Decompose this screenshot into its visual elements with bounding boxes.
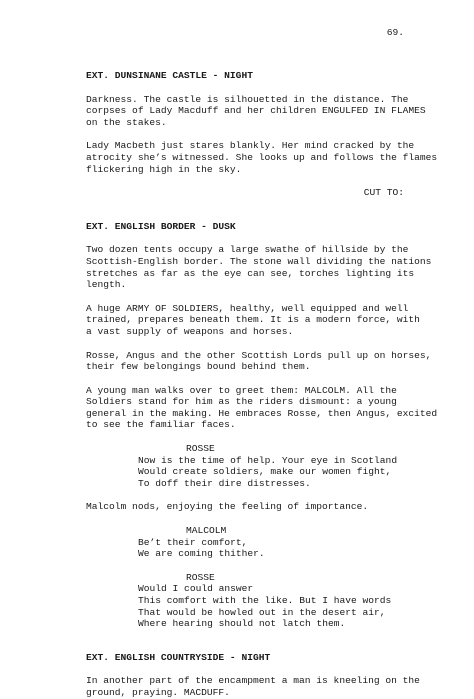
action-block bbox=[86, 675, 420, 698]
action-line: A huge ARMY OF SOLDIERS, healthy, well equipped and well bbox=[86, 302, 409, 314]
action-line: stretches as far as the eye can see, torches lighting its bbox=[86, 267, 415, 279]
action-line: Rosse, Angus and the other Scottish Lords pull up on horses, bbox=[86, 349, 432, 361]
action-line: Malcolm nods, enjoying the feeling of importance. bbox=[86, 501, 369, 513]
action-line: Lady Macbeth just stares blankly. Her mind cracked by the bbox=[86, 140, 415, 152]
action-line: In another part of the encampment a man is kneeling on the bbox=[86, 675, 420, 687]
dialogue-block bbox=[86, 443, 416, 489]
dialogue-line: To doff their dire distresses. bbox=[138, 477, 311, 489]
dialogue-line: Would create soldiers, make our women fight, bbox=[138, 466, 392, 478]
action-line: atrocity she’s witnessed. She looks up and follows the flames bbox=[86, 151, 438, 163]
action-line: flickering high in the sky. bbox=[86, 163, 242, 175]
script-body bbox=[86, 70, 438, 699]
action-block bbox=[86, 349, 432, 373]
page-number: 69. bbox=[386, 27, 404, 38]
action-line: general in the making. He embraces Rosse, then Angus, excited bbox=[86, 407, 438, 419]
dialogue-line: That would be howled out in the desert air, bbox=[138, 606, 386, 618]
dialogue-block bbox=[86, 525, 416, 560]
action-block bbox=[86, 93, 426, 129]
dialogue-line: Would I could answer bbox=[138, 583, 254, 595]
action-line: length. bbox=[86, 279, 127, 291]
action-line: corpses of Lady Macduff and her children ENGULFED IN FLAMES bbox=[86, 105, 426, 117]
action-block bbox=[86, 302, 420, 338]
action-block bbox=[86, 384, 438, 431]
action-line: Two dozen tents occupy a large swathe of hillside by the bbox=[86, 244, 409, 256]
scene-heading: EXT. DUNSINANE CASTLE - NIGHT bbox=[86, 70, 253, 81]
dialogue-line: Be’t their comfort, bbox=[138, 536, 248, 548]
action-line: on the stakes. bbox=[86, 116, 167, 128]
action-line: trained, prepares beneath them. It is a modern force, with bbox=[86, 314, 420, 326]
action-block bbox=[86, 140, 438, 175]
action-line: A young man walks over to greet them: MALCOLM. All the bbox=[86, 384, 397, 396]
action-line: Darkness. The castle is silhouetted in the distance. The bbox=[86, 93, 409, 105]
character-cue: ROSSE bbox=[186, 443, 215, 455]
scene-heading: EXT. ENGLISH COUNTRYSIDE - NIGHT bbox=[86, 651, 271, 663]
transition: CUT TO: bbox=[363, 187, 404, 199]
dialogue-line: We are coming thither. bbox=[138, 548, 265, 560]
dialogue-line: Now is the time of help. Your eye in Scotland bbox=[138, 454, 398, 466]
action-line: to see the familiar faces. bbox=[86, 419, 236, 431]
action-line: Soldiers stand for him as the riders dismount: a young bbox=[86, 396, 397, 408]
action-block bbox=[86, 244, 432, 291]
dialogue-line: Where hearing should not latch them. bbox=[138, 618, 346, 630]
action-line: a vast supply of weapons and horses. bbox=[86, 325, 294, 337]
character-cue: MALCOLM bbox=[186, 525, 227, 537]
dialogue-block bbox=[86, 572, 416, 630]
character-cue: ROSSE bbox=[186, 571, 215, 583]
dialogue-line: This comfort with the like. But I have words bbox=[138, 595, 392, 606]
action-line: ground, praying. MACDUFF. bbox=[86, 686, 230, 698]
action-line: Scottish-English border. The stone wall dividing the nations bbox=[86, 255, 432, 267]
scene-heading: EXT. ENGLISH BORDER - DUSK bbox=[86, 220, 236, 232]
action-line: their few belongings bound behind them. bbox=[86, 361, 311, 373]
